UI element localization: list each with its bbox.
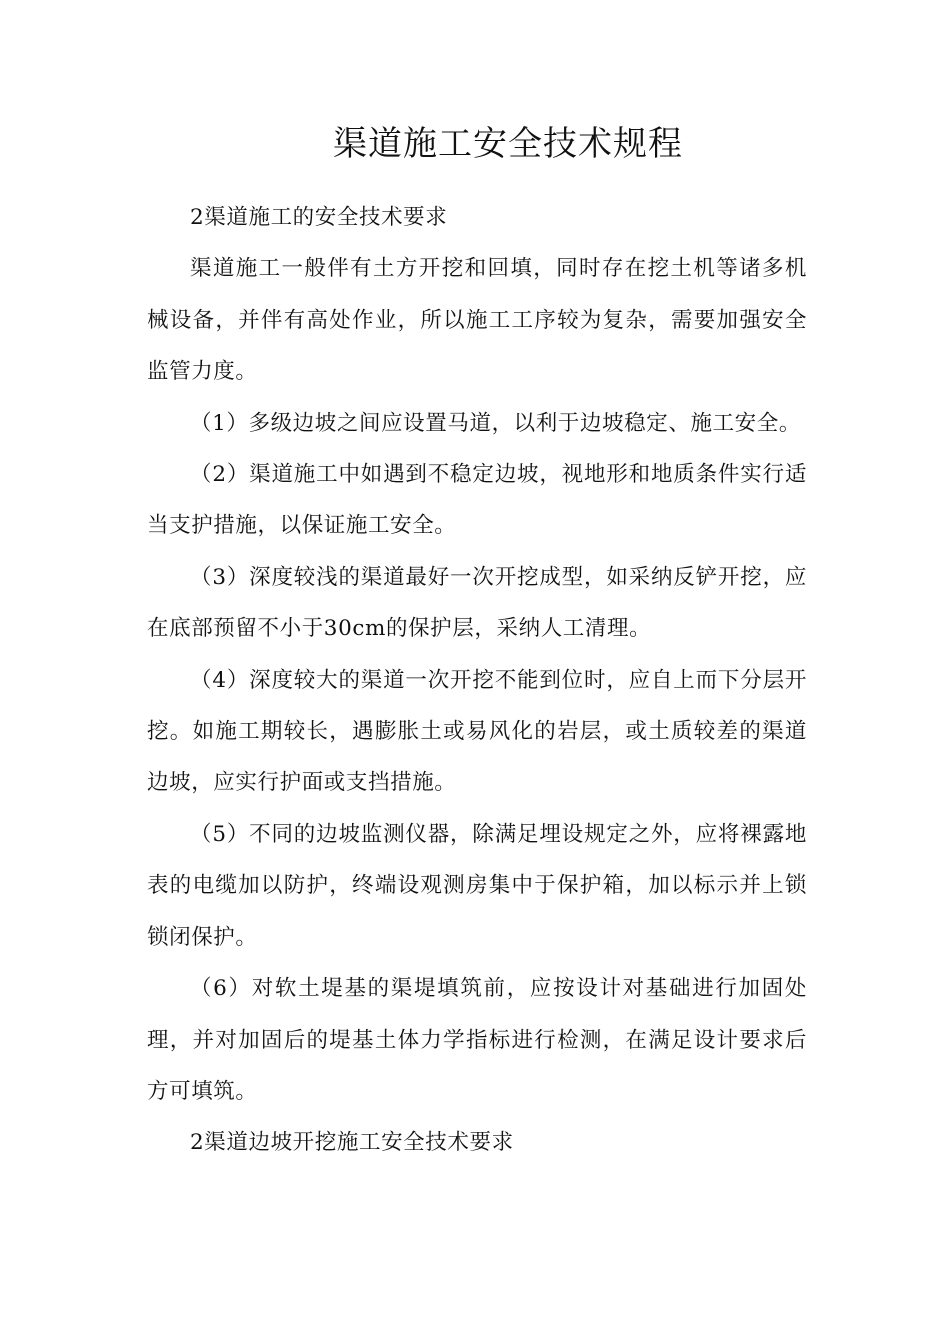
list-item: （4）深度较大的渠道一次开挖不能到位时，应自上而下分层开挖。如施工期较长，遇膨胀土或易风化的岩层，或土质较差的渠道边坡，应实行护面或支挡措施。	[147, 667, 807, 796]
section-heading: 2渠道施工的安全技术要求	[190, 205, 448, 230]
paragraph: 渠道施工一般伴有土方开挖和回填，同时存在挖土机等诸多机械设备，并伴有高处作业，所以施工工序较为复杂，需要加强安全监管力度。	[147, 256, 807, 385]
list-item: （5）不同的边坡监测仪器，除满足埋设规定之外，应将裸露地表的电缆加以防护，终端设观测房集中于保护箱，加以标示并上锁锁闭保护。	[147, 821, 807, 950]
document-title: 渠道施工安全技术规程	[333, 124, 683, 164]
list-item: （6）对软土堤基的渠堤填筑前，应按设计对基础进行加固处理，并对加固后的堤基土体力学指标进行检测，在满足设计要求后方可填筑。	[147, 976, 807, 1104]
list-item: （2）渠道施工中如遇到不稳定边坡，视地形和地质条件实行适当支护措施，以保证施工安全。	[147, 462, 807, 539]
section-heading: 2渠道边坡开挖施工安全技术要求	[190, 1130, 514, 1156]
list-item: （3）深度较浅的渠道最好一次开挖成型，如采纳反铲开挖，应在底部预留不小于30cm的保护层，采纳人工清理。	[147, 564, 807, 642]
document-body	[147, 192, 807, 1169]
list-item: （1）多级边坡之间应设置马道，以利于边坡稳定、施工安全。	[190, 410, 801, 436]
